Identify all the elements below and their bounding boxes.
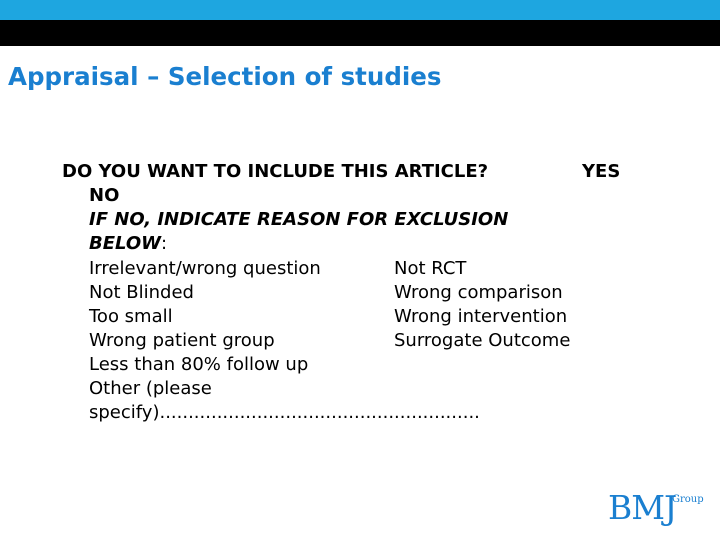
reason-not-rct: Not RCT <box>394 258 467 279</box>
include-question: DO YOU WANT TO INCLUDE THIS ARTICLE? <box>62 161 489 182</box>
below-colon: : <box>161 233 168 254</box>
reason-prompt: IF NO, INDICATE REASON FOR EXCLUSION <box>89 209 509 230</box>
yes-option: YES <box>582 161 621 182</box>
below-text: BELOW <box>89 233 161 254</box>
no-option: NO <box>89 185 120 206</box>
below-label <box>89 232 167 256</box>
logo-bmj-text: BMJ <box>608 488 677 527</box>
reason-wrong-patient-group: Wrong patient group <box>89 330 275 351</box>
reason-wrong-intervention: Wrong intervention <box>394 306 568 327</box>
bmj-group-logo <box>608 488 708 528</box>
header-band <box>0 20 720 46</box>
reason-other-specify: specify)........................................................ <box>89 402 480 423</box>
reason-other: Other (please <box>89 378 212 399</box>
top-accent-bar <box>0 0 720 20</box>
reason-not-blinded: Not Blinded <box>89 282 194 303</box>
reason-irrelevant: Irrelevant/wrong question <box>89 258 321 279</box>
slide-title: Appraisal – Selection of studies <box>8 62 442 91</box>
logo-group-text: Group <box>672 494 704 505</box>
reason-surrogate-outcome: Surrogate Outcome <box>394 330 571 351</box>
reason-follow-up: Less than 80% follow up <box>89 354 309 375</box>
reason-too-small: Too small <box>89 306 173 327</box>
reason-wrong-comparison: Wrong comparison <box>394 282 563 303</box>
